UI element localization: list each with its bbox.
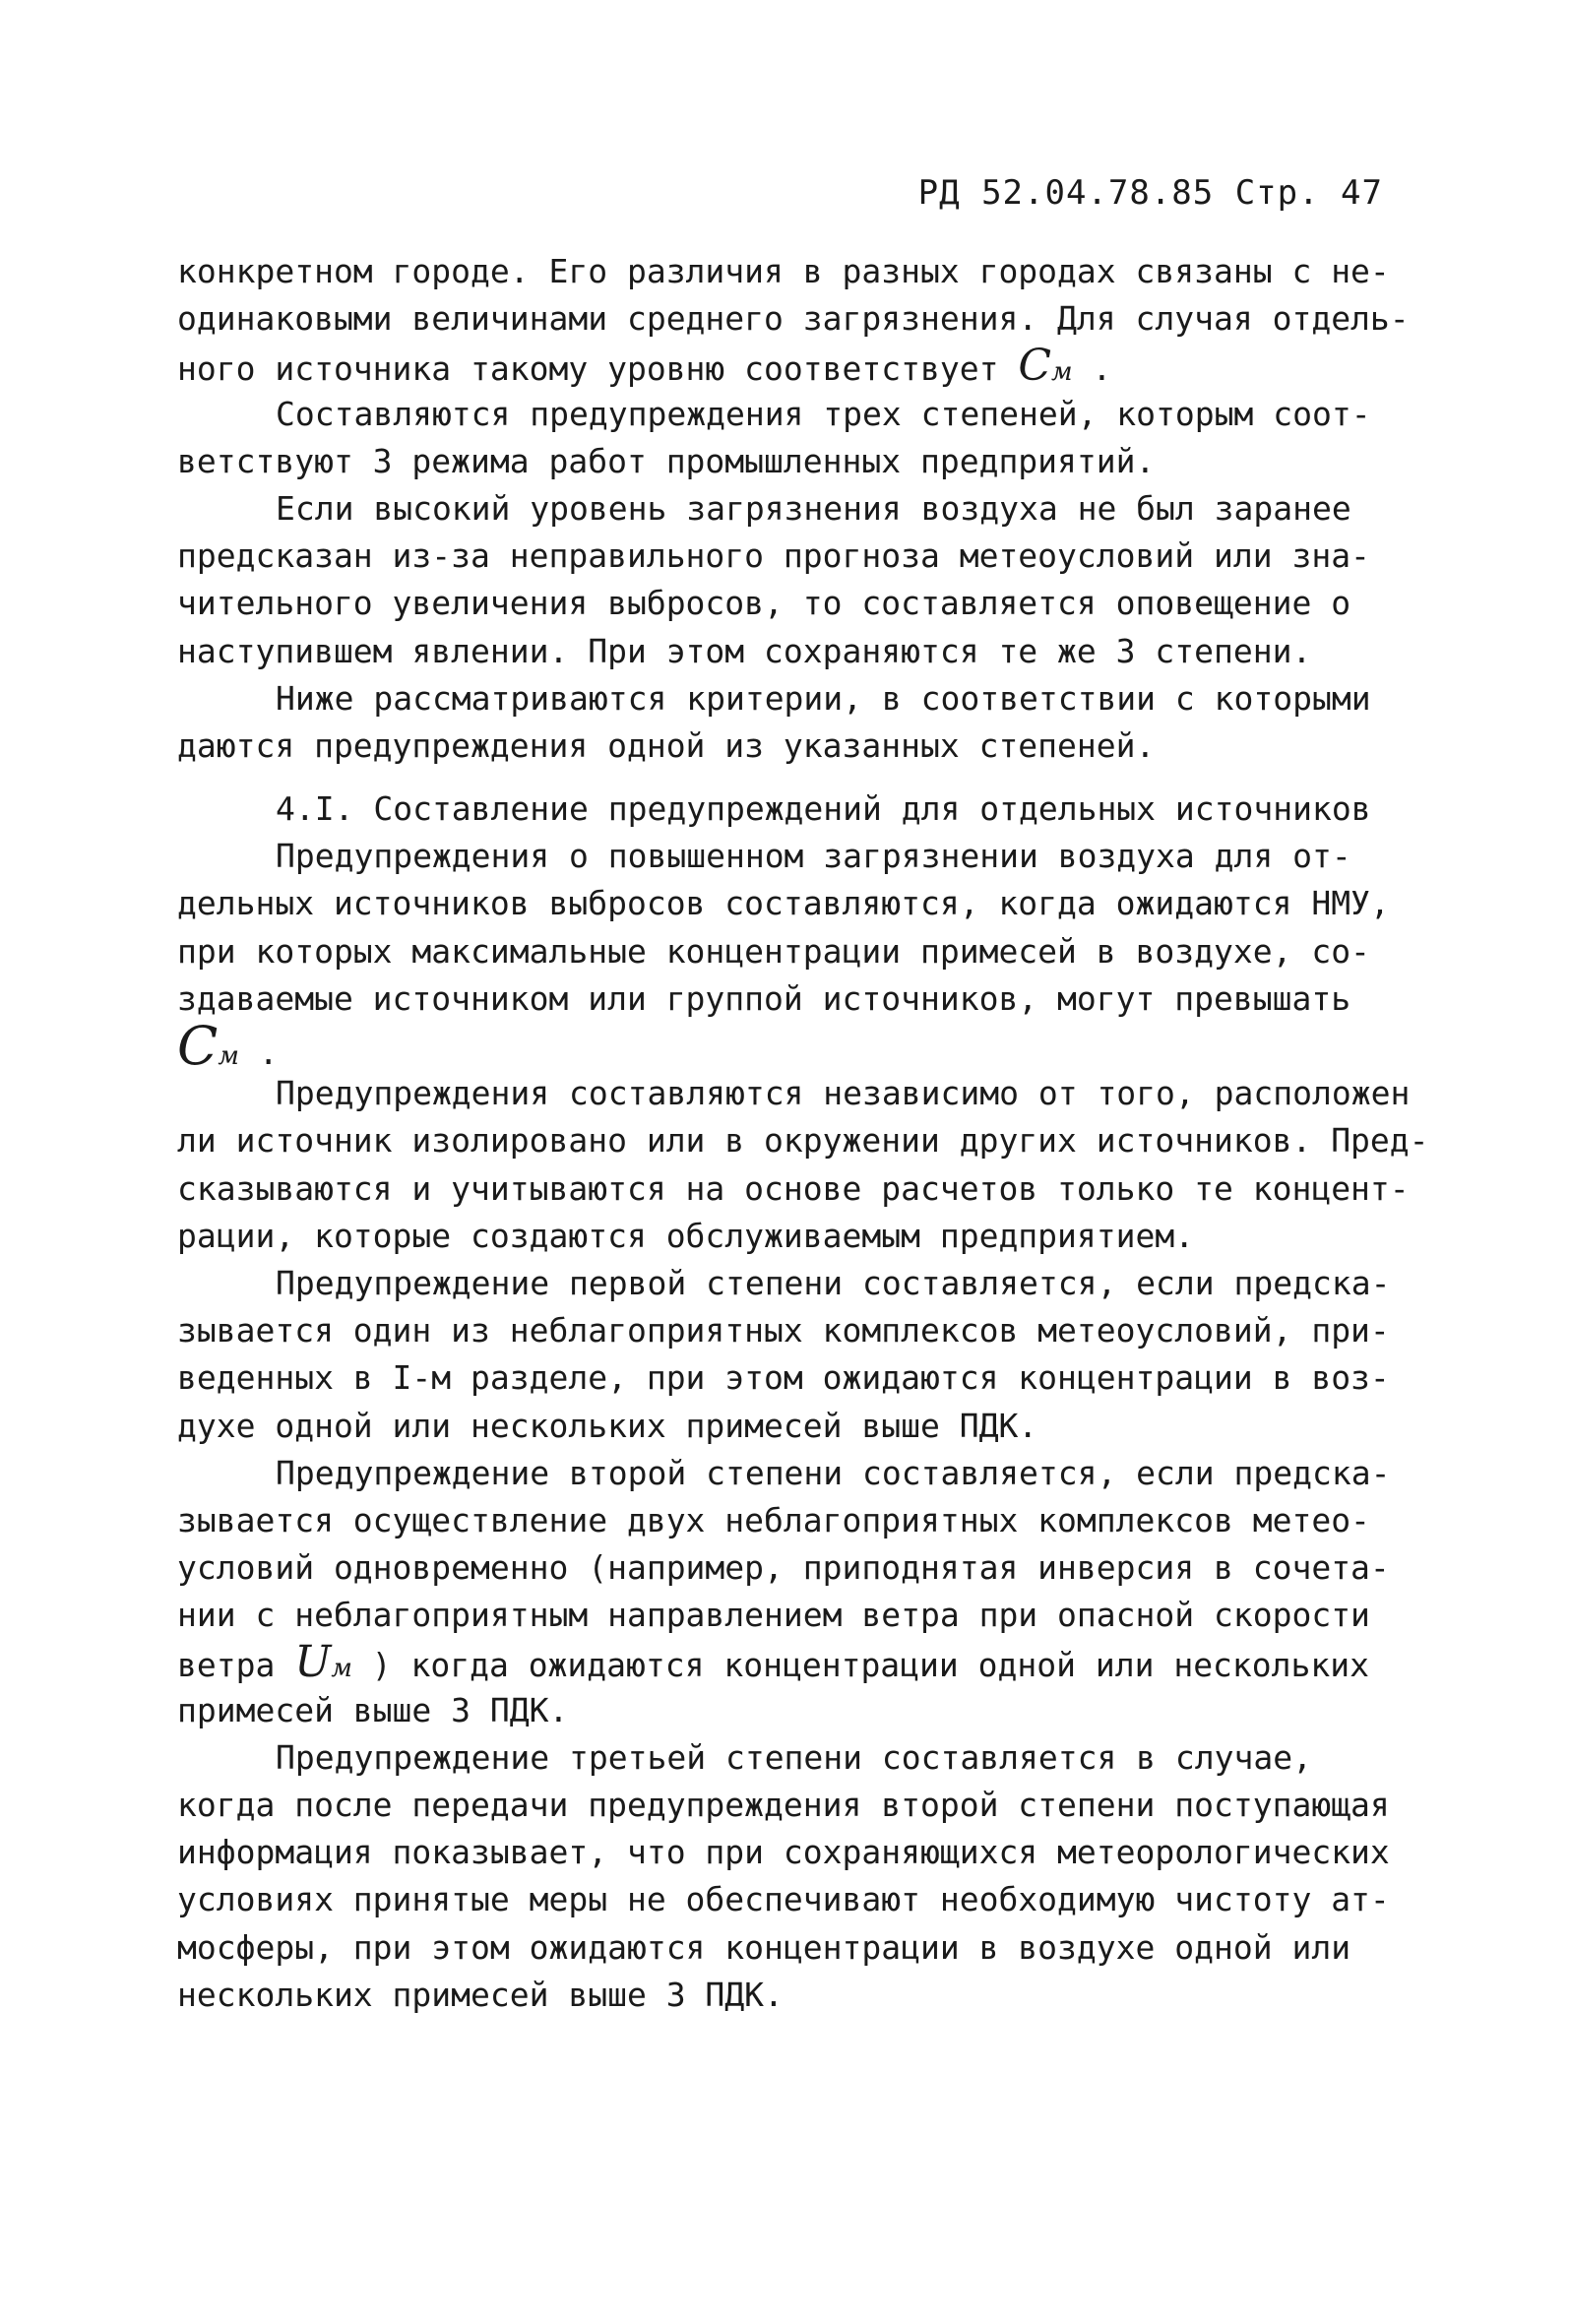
text-line: одинаковыми величинами среднего загрязнения. Для случая отдель- (177, 299, 1410, 339)
text-line: когда после передачи предупреждения второй степени поступающая (177, 1786, 1390, 1824)
text-line: нии с неблагоприятным направлением ветра при опасной скорости (177, 1596, 1370, 1635)
text-segment: ного источника такому уровню соответствует (177, 349, 999, 389)
text-line: условиях принятые меры не обеспечивают необходимую чистоту ат- (177, 1880, 1390, 1919)
text-line: дельных источников выбросов составляются, когда ожидаются НМУ, (177, 884, 1390, 923)
document-body (177, 248, 1429, 2019)
text-segment: ) когда ожидаются концентрации одной или нескольких (371, 1646, 1370, 1685)
um-symbol: Uм (294, 1637, 352, 1688)
period: . (258, 1034, 279, 1072)
text-line: рации, которые создаются обслуживаемым предприятием. (177, 1216, 1195, 1255)
text-line: зывается осуществление двух неблагоприятных комплексов метео- (177, 1500, 1370, 1539)
text-line: Предупреждение третьей степени составляется в случае, (276, 1737, 1312, 1777)
text-line: Ниже рассматриваются критерии, в соответствии с которыми (276, 678, 1371, 718)
text-line (177, 1639, 1398, 1686)
text-line: предсказан из-за неправильного прогноза метеоусловий или зна- (177, 536, 1370, 576)
text-segment: ветра (177, 1646, 276, 1685)
text-line: духе одной или нескольких примесей выше ПДК. (177, 1406, 1038, 1445)
text-line: чительного увеличения выбросов, то составляется оповещение о (177, 584, 1351, 623)
text-line: наступившем явлении. При этом сохраняются те же 3 степени. (177, 631, 1312, 670)
text-line: Предупреждение второй степени составляется, если предска- (276, 1453, 1391, 1492)
paragraph-gap (177, 770, 1398, 785)
text-line: Предупреждение первой степени составляется, если предска- (276, 1263, 1391, 1302)
text-line: мосферы, при этом ожидаются концентрации в воздухе одной или (177, 1927, 1351, 1967)
text-line: веденных в I-м разделе, при этом ожидаются концентрации в воз- (177, 1358, 1390, 1398)
text-line: даются предупреждения одной из указанных степеней. (177, 725, 1156, 765)
period: . (1092, 349, 1112, 389)
cm-symbol: Cм (1018, 341, 1073, 392)
text-line: условий одновременно (например, приподнятая инверсия в сочета- (177, 1548, 1390, 1588)
text-line: здаваемые источником или группой источников, могут превышать (177, 978, 1351, 1018)
text-line: Предупреждения составляются независимо от того, расположен (276, 1074, 1411, 1113)
text-line: Составляются предупреждения трех степеней, которым соот- (276, 394, 1371, 433)
text-line: ветствуют 3 режима работ промышленных предприятий. (177, 441, 1156, 480)
text-line (177, 343, 1398, 390)
cm-symbol: Cм (177, 1015, 239, 1077)
text-line: при которых максимальные концентрации примесей в воздухе, со- (177, 931, 1370, 971)
text-line: зывается один из неблагоприятных комплексов метеоусловий, при- (177, 1311, 1390, 1350)
text-line: Если высокий уровень загрязнения воздуха не был заранее (276, 488, 1351, 528)
page-header: РД 52.04.78.85 Стр. 47 (917, 173, 1383, 213)
text-line: информация показывает, что при сохраняющихся метеорологических (177, 1833, 1390, 1872)
text-line (177, 1015, 1398, 1077)
text-line: конкретном городе. Его различия в разных городах связаны с не- (177, 252, 1390, 290)
text-line: нескольких примесей выше 3 ПДК. (177, 1975, 784, 2014)
text-line: ли источник изолировано или в окружении других источников. Пред- (177, 1121, 1429, 1161)
text-line: сказываются и учитываются на основе расчетов только те концент- (177, 1168, 1410, 1208)
text-line: Предупреждения о повышенном загрязнении воздуха для от- (276, 837, 1351, 876)
section-heading: 4.I. Составление предупреждений для отдельных источников (276, 789, 1371, 829)
text-line: примесей выше 3 ПДК. (177, 1690, 569, 1729)
